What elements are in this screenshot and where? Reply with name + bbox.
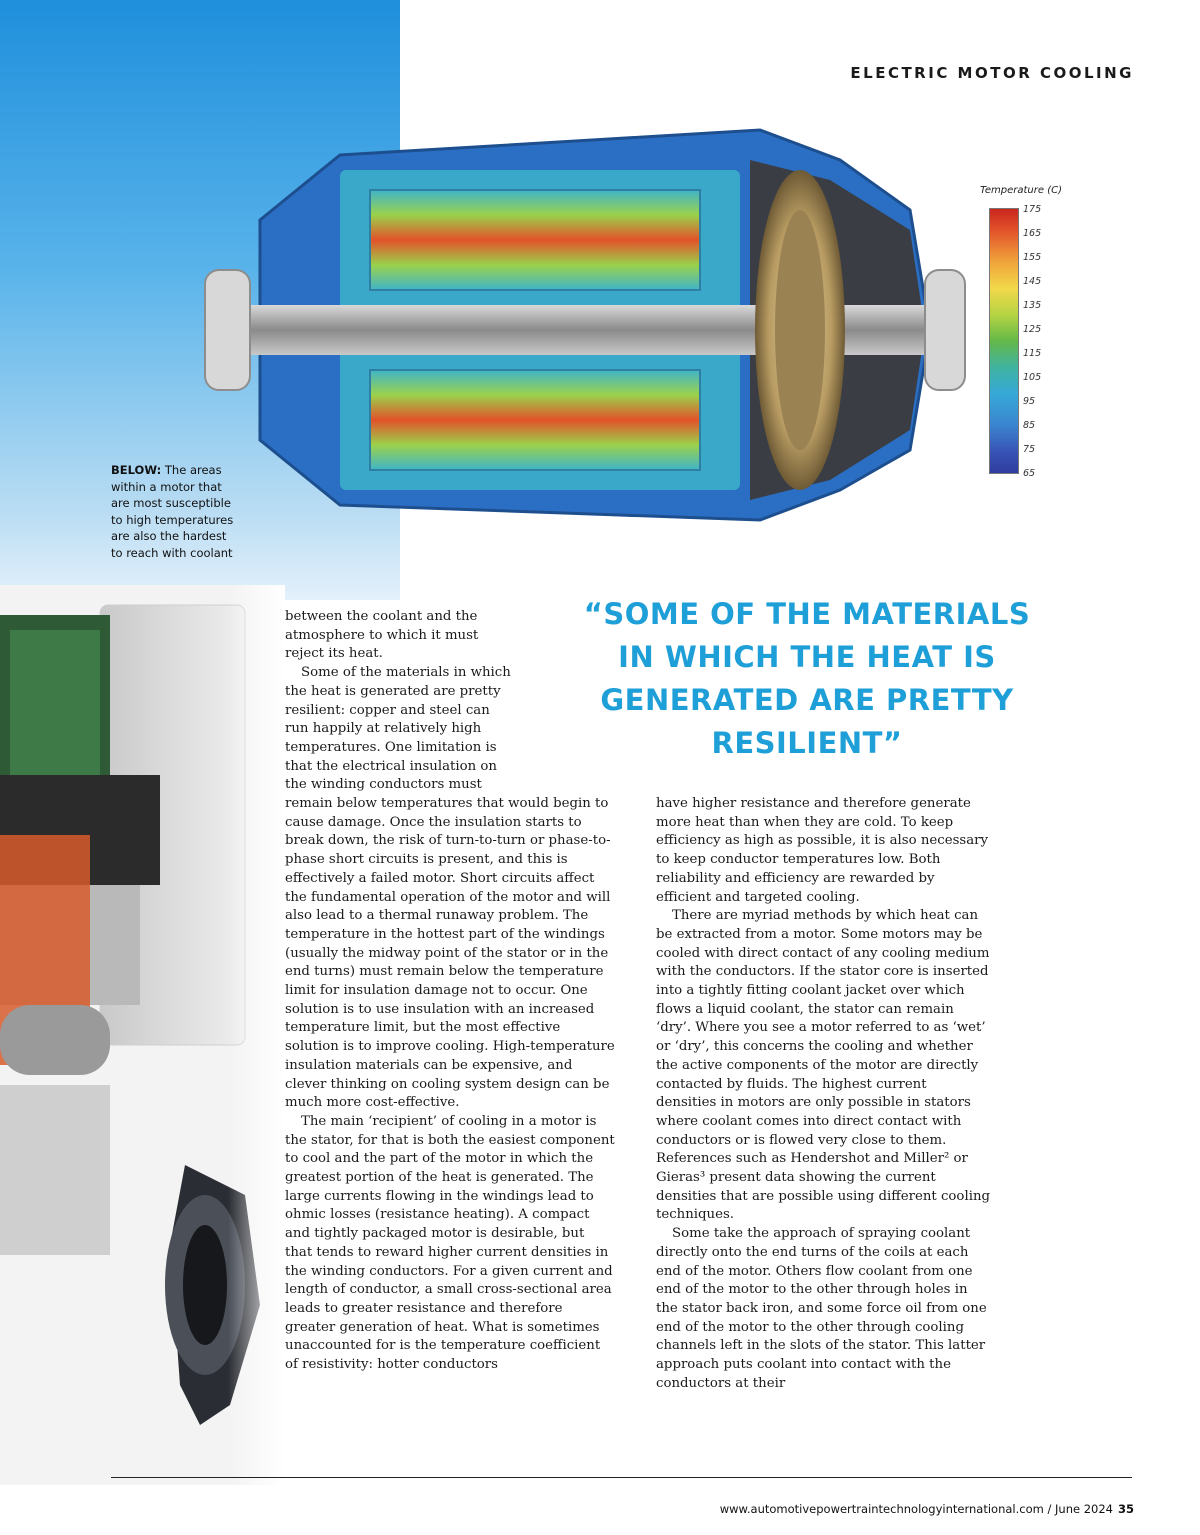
paragraph: The main ‘recipient’ of cooling in a motor is the stator, for that is both the easiest component to cool and the part of the motor in which the greatest portion of the heat is generated. The large currents flowing in the windings lead to ohmic losses (resistance heating). A compact and tightly packaged motor is desirable, but that tends to reward higher current densities in the winding conductors. For a given current and length of conductor, a small cross-sectional area leads to greater resistance and therefore greater generation of heat. What is sometimes unaccounted for is the temperature coefficient of resistivity: hotter conductors [285, 1113, 615, 1373]
legend-tick: 135 [1023, 300, 1042, 311]
legend-tick: 65 [1023, 468, 1036, 479]
paragraph: remain below temperatures that would begin to cause damage. Once the insulation starts to break down, the risk of turn-to-turn or phase-to-phase short circuits is present, and this is effectively a failed motor. Short circuits affect the fundamental operation of the motor and will also lead to a thermal runaway problem. The temperature in the hottest part of the windings (usually the midway point of the stator or in the end turns) must remain below the temperature limit for insulation damage not to occur. One solution is to use insulation with an increased temperature limit, but the most effective solution is to improve cooling. High-temperature insulation materials can be expensive, and clever thinking on cooling system design can be much more cost-effective. [285, 796, 615, 1111]
page-number: 35 [1117, 1502, 1134, 1516]
body-column-1-upper [285, 608, 515, 795]
body-column-1-lower [285, 795, 615, 1375]
legend-tick: 165 [1023, 228, 1042, 239]
section-label: ELECTRIC MOTOR COOLING [850, 64, 1134, 82]
paragraph: between the coolant and the atmosphere to which it must reject its heat. [285, 609, 479, 662]
legend-tick: 155 [1023, 252, 1042, 263]
caption-lead: BELOW: [111, 463, 162, 477]
figure-caption [111, 462, 241, 561]
paragraph: Some of the materials in which the heat is generated are pretty resilient: copper and steel can run happily at relatively high temperatures. One limitation is that the electrical insulation on the winding conductors must [285, 665, 511, 793]
legend-tick: 145 [1023, 276, 1042, 287]
legend-tick: 75 [1023, 444, 1036, 455]
caption-text: The areas within a motor that are most susceptible to high temperatures are also the hardest to reach with coolant [111, 463, 234, 560]
paragraph: have higher resistance and therefore generate more heat than when they are cold. To keep efficiency as high as possible, it is also necessary to keep conductor temperatures low. Both reliability and efficiency are rewarded by efficient and targeted cooling. [656, 796, 989, 905]
legend-tick: 105 [1023, 372, 1042, 383]
body-column-2 [656, 795, 991, 1394]
legend-tick: 115 [1023, 348, 1042, 359]
paragraph: There are myriad methods by which heat can be extracted from a motor. Some motors may be cooled with direct contact of any cooling medium with the conductors. If the stator core is inserted into a tightly fitting coolant jacket over which flows a liquid coolant, the stator can remain ‘dry’. Where you see a motor referred to as ‘wet’ or ‘dry’, this concerns the cooling and whether the active components of the motor are directly contacted by fluids. The highest current densities in motors are only possible in stators where coolant comes into direct contact with conductors or is flowed very close to them. References such as Hendershot and Miller² or Gieras³ present data showing the current densities that are possible using different cooling techniques. [656, 908, 991, 1223]
legend-tick: 95 [1023, 396, 1036, 407]
temperature-legend [975, 182, 1085, 482]
powertrain-photo [0, 585, 285, 1485]
legend-title: Temperature (C) [980, 185, 1062, 196]
pull-quote: “SOME OF THE MATERIALS IN WHICH THE HEAT IS GENERATED ARE PRETTY RESILIENT” [583, 597, 1031, 760]
page-footer [720, 1502, 1134, 1516]
legend-tick: 175 [1023, 204, 1042, 215]
legend-tick: 125 [1023, 324, 1042, 335]
paragraph: Some take the approach of spraying coolant directly onto the end turns of the coils at each end of the motor. Others flow coolant from one end of the motor to the other through holes in the stator back iron, and some force oil from one end of the motor to the other through cooling channels left in the slots of the stator. This latter approach puts coolant into contact with the conductors at their [656, 1226, 987, 1391]
footer-rule [111, 1477, 1132, 1478]
motor-thermal-cross-section [190, 120, 970, 540]
legend-tick: 85 [1023, 420, 1036, 431]
legend-color-scale [989, 208, 1019, 474]
footer-url-date: www.automotivepowertraintechnologyinternational.com / June 2024 [719, 1502, 1113, 1516]
